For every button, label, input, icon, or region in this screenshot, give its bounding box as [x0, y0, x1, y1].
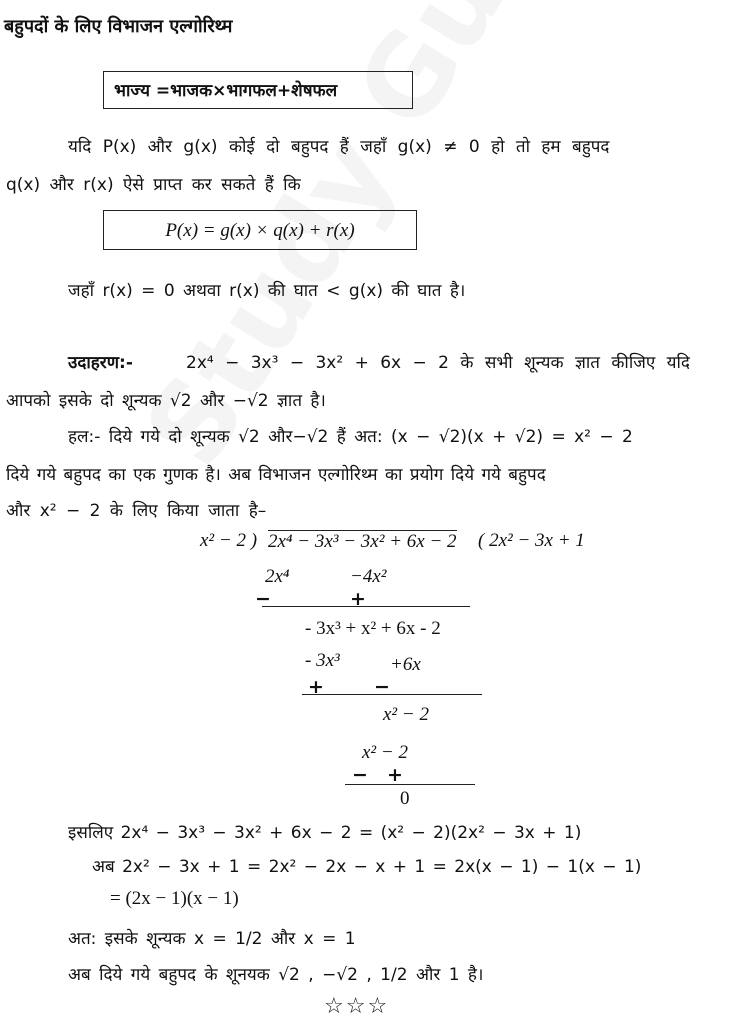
factor-line-2: = (2x − 1)(x − 1) — [110, 888, 239, 909]
step3-sign-a: − — [352, 764, 368, 786]
division-rule-3 — [345, 784, 475, 785]
step3-sign-b: + — [387, 764, 403, 786]
step1-sign-a: − — [255, 588, 271, 610]
page-title: बहुपदों के लिए विभाजन एल्गोरिथ्म — [4, 16, 233, 37]
step1-term-b: −4x² — [350, 566, 387, 587]
step2-term-a: - 3x³ — [305, 650, 340, 671]
division-rule-1 — [262, 606, 470, 607]
division-rule-2 — [302, 694, 482, 695]
step2-term-b: +6x — [390, 654, 421, 675]
example-line1: 2x⁴ − 3x³ − 3x² + 6x − 2 के सभी शून्यक ज्ञात कीजिए यदि — [186, 353, 690, 373]
step1-sign-b: + — [350, 588, 366, 610]
therefore-line: इसलिए 2x⁴ − 3x³ − 3x² + 6x − 2 = (x² − 2)(2x² − 3x + 1) — [68, 823, 582, 843]
remainder-1: - 3x³ + x² + 6x - 2 — [305, 618, 441, 639]
example-line2: आपको इसके दो शून्यक √2 और −√2 ज्ञात है। — [6, 391, 326, 411]
para1-line1: यदि P(x) और g(x) कोई दो बहुपद हैं जहाँ g(x) ≠ 0 हो तो हम बहुपद — [68, 137, 610, 157]
step1-term-a: 2x⁴ — [265, 566, 290, 587]
example-label: उदाहरण:- — [68, 353, 133, 373]
dividend: 2x⁴ − 3x³ − 3x² + 6x − 2 — [268, 531, 457, 552]
degree-condition: जहाँ r(x) = 0 अथवा r(x) की घात < g(x) की घात है। — [68, 281, 466, 301]
solution-line2: दिये गये बहुपद का एक गुणक है। अब विभाजन एल्गोरिथ्म का प्रयोग दिये गये बहुपद — [6, 465, 546, 485]
factor-line-1: अब 2x² − 3x + 1 = 2x² − 2x − x + 1 = 2x(x − 1) − 1(x − 1) — [92, 857, 642, 877]
zeros-line: अत: इसके शून्यक x = 1/2 और x = 1 — [68, 929, 356, 949]
para1-line2: q(x) और r(x) ऐसे प्राप्त कर सकते हैं कि — [6, 175, 301, 195]
solution-line3: और x² − 2 के लिए किया जाता है– — [6, 501, 267, 521]
quotient: ( 2x² − 3x + 1 — [478, 530, 585, 551]
division-formula-box: P(x) = g(x) × q(x) + r(x) — [103, 210, 417, 250]
solution-line1: हल:- दिये गये दो शून्यक √2 और−√2 हैं अत: (x − √2)(x + √2) = x² − 2 — [68, 427, 633, 447]
remainder-2: x² − 2 — [383, 704, 429, 725]
final-remainder: 0 — [400, 788, 410, 809]
step2-sign-a: + — [308, 676, 324, 698]
step3-term: x² − 2 — [362, 742, 408, 763]
final-line: अब दिये गये बहुपद के शूनयक √2 , −√2 , 1/2 और 1 है। — [68, 965, 484, 985]
end-stars: ☆☆☆ — [324, 994, 390, 1019]
division-rule-box: भाज्य =भाजक×भागफल+शेषफल — [103, 71, 413, 109]
divisor: x² − 2 ) — [200, 530, 258, 551]
step2-sign-b: − — [374, 676, 390, 698]
